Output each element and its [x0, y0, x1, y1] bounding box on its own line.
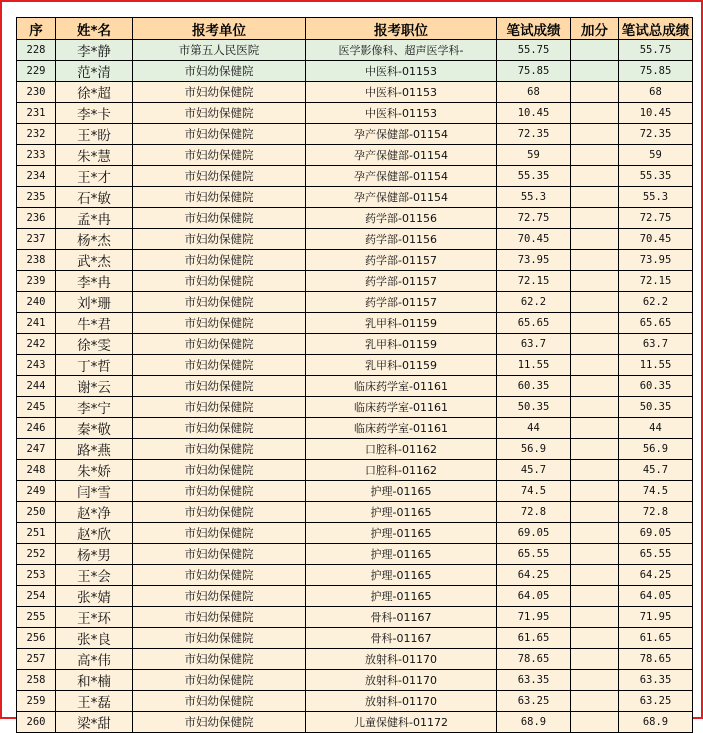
cell-bonus: [571, 292, 619, 313]
cell-position: 护理-01165: [306, 565, 497, 586]
cell-position: 中医科-01153: [306, 103, 497, 124]
table-row: [17, 670, 693, 691]
cell-name: 闫*雪: [56, 481, 133, 502]
cell-score: 74.5: [497, 481, 571, 502]
cell-no: 253: [17, 565, 56, 586]
table-row: [17, 502, 693, 523]
cell-bonus: [571, 229, 619, 250]
cell-score: 62.2: [497, 292, 571, 313]
cell-name: 李*冉: [56, 271, 133, 292]
table-row: [17, 691, 693, 712]
cell-name: 范*清: [56, 61, 133, 82]
cell-name: 武*杰: [56, 250, 133, 271]
cell-no: 244: [17, 376, 56, 397]
cell-name: 王*环: [56, 607, 133, 628]
cell-score: 63.7: [497, 334, 571, 355]
cell-total: 64.25: [619, 565, 693, 586]
table-row: [17, 292, 693, 313]
cell-score: 64.25: [497, 565, 571, 586]
cell-no: 249: [17, 481, 56, 502]
cell-no: 229: [17, 61, 56, 82]
table-row: [17, 208, 693, 229]
cell-position: 临床药学室-01161: [306, 376, 497, 397]
cell-total: 78.65: [619, 649, 693, 670]
cell-no: 255: [17, 607, 56, 628]
cell-position: 放射科-01170: [306, 691, 497, 712]
cell-name: 徐*超: [56, 82, 133, 103]
cell-name: 高*伟: [56, 649, 133, 670]
cell-no: 250: [17, 502, 56, 523]
table-row: [17, 334, 693, 355]
table-row: [17, 460, 693, 481]
cell-no: 259: [17, 691, 56, 712]
cell-unit: 市妇幼保健院: [133, 544, 306, 565]
cell-unit: 市妇幼保健院: [133, 61, 306, 82]
cell-bonus: [571, 250, 619, 271]
cell-no: 230: [17, 82, 56, 103]
cell-position: 护理-01165: [306, 481, 497, 502]
cell-no: 241: [17, 313, 56, 334]
cell-score: 68: [497, 82, 571, 103]
table-row: [17, 61, 693, 82]
cell-name: 徐*雯: [56, 334, 133, 355]
cell-no: 235: [17, 187, 56, 208]
cell-total: 56.9: [619, 439, 693, 460]
cell-unit: 市妇幼保健院: [133, 691, 306, 712]
cell-name: 秦*敬: [56, 418, 133, 439]
table-row: [17, 586, 693, 607]
cell-bonus: [571, 523, 619, 544]
cell-total: 72.75: [619, 208, 693, 229]
cell-unit: 市妇幼保健院: [133, 418, 306, 439]
cell-bonus: [571, 145, 619, 166]
cell-unit: 市妇幼保健院: [133, 229, 306, 250]
cell-total: 60.35: [619, 376, 693, 397]
cell-total: 64.05: [619, 586, 693, 607]
cell-unit: 市妇幼保健院: [133, 376, 306, 397]
cell-unit: 市妇幼保健院: [133, 271, 306, 292]
cell-no: 236: [17, 208, 56, 229]
table-row: [17, 607, 693, 628]
cell-total: 55.3: [619, 187, 693, 208]
cell-no: 232: [17, 124, 56, 145]
cell-unit: 市妇幼保健院: [133, 649, 306, 670]
cell-bonus: [571, 61, 619, 82]
cell-bonus: [571, 187, 619, 208]
table-row: [17, 166, 693, 187]
cell-score: 55.35: [497, 166, 571, 187]
cell-unit: 市妇幼保健院: [133, 250, 306, 271]
cell-position: 医学影像科、超声医学科-: [306, 40, 497, 61]
cell-no: 251: [17, 523, 56, 544]
table-row: [17, 712, 693, 733]
cell-score: 65.55: [497, 544, 571, 565]
cell-no: 234: [17, 166, 56, 187]
table-row: [17, 82, 693, 103]
cell-name: 张*婧: [56, 586, 133, 607]
cell-score: 64.05: [497, 586, 571, 607]
cell-total: 71.95: [619, 607, 693, 628]
cell-score: 69.05: [497, 523, 571, 544]
cell-name: 谢*云: [56, 376, 133, 397]
cell-unit: 市妇幼保健院: [133, 124, 306, 145]
cell-total: 72.15: [619, 271, 693, 292]
cell-unit: 市妇幼保健院: [133, 628, 306, 649]
cell-no: 242: [17, 334, 56, 355]
cell-unit: 市妇幼保健院: [133, 187, 306, 208]
cell-score: 78.65: [497, 649, 571, 670]
cell-no: 254: [17, 586, 56, 607]
cell-name: 梁*甜: [56, 712, 133, 733]
cell-position: 骨科-01167: [306, 628, 497, 649]
cell-score: 75.85: [497, 61, 571, 82]
cell-unit: 市妇幼保健院: [133, 103, 306, 124]
cell-name: 丁*哲: [56, 355, 133, 376]
cell-name: 赵*欣: [56, 523, 133, 544]
cell-bonus: [571, 565, 619, 586]
header-name: 姓*名: [56, 18, 133, 40]
cell-total: 65.65: [619, 313, 693, 334]
cell-position: 药学部-01157: [306, 271, 497, 292]
cell-no: 237: [17, 229, 56, 250]
cell-total: 63.35: [619, 670, 693, 691]
table-row: [17, 649, 693, 670]
cell-unit: 市妇幼保健院: [133, 166, 306, 187]
cell-unit: 市妇幼保健院: [133, 481, 306, 502]
cell-name: 牛*君: [56, 313, 133, 334]
cell-unit: 市妇幼保健院: [133, 712, 306, 733]
cell-name: 赵*净: [56, 502, 133, 523]
cell-bonus: [571, 460, 619, 481]
cell-position: 放射科-01170: [306, 649, 497, 670]
cell-unit: 市妇幼保健院: [133, 334, 306, 355]
cell-name: 孟*冉: [56, 208, 133, 229]
cell-position: 孕产保健部-01154: [306, 166, 497, 187]
header-unit: 报考单位: [133, 18, 306, 40]
table-row: [17, 355, 693, 376]
cell-position: 护理-01165: [306, 523, 497, 544]
cell-bonus: [571, 544, 619, 565]
cell-position: 临床药学室-01161: [306, 397, 497, 418]
cell-total: 68: [619, 82, 693, 103]
table-row: [17, 40, 693, 61]
cell-no: 256: [17, 628, 56, 649]
cell-position: 孕产保健部-01154: [306, 187, 497, 208]
cell-total: 45.7: [619, 460, 693, 481]
table-row: [17, 418, 693, 439]
cell-total: 69.05: [619, 523, 693, 544]
cell-unit: 市妇幼保健院: [133, 82, 306, 103]
cell-name: 王*会: [56, 565, 133, 586]
cell-bonus: [571, 481, 619, 502]
exam-score-table: [16, 17, 693, 733]
cell-position: 中医科-01153: [306, 82, 497, 103]
cell-unit: 市妇幼保健院: [133, 502, 306, 523]
cell-no: 246: [17, 418, 56, 439]
header-bonus: 加分: [571, 18, 619, 40]
cell-score: 55.75: [497, 40, 571, 61]
cell-total: 44: [619, 418, 693, 439]
cell-position: 护理-01165: [306, 502, 497, 523]
cell-position: 孕产保健部-01154: [306, 124, 497, 145]
cell-position: 药学部-01157: [306, 250, 497, 271]
cell-position: 临床药学室-01161: [306, 418, 497, 439]
cell-score: 56.9: [497, 439, 571, 460]
cell-no: 228: [17, 40, 56, 61]
table-row: [17, 523, 693, 544]
table-header-row: [17, 18, 693, 40]
cell-bonus: [571, 166, 619, 187]
table-row: [17, 103, 693, 124]
cell-total: 73.95: [619, 250, 693, 271]
cell-position: 药学部-01157: [306, 292, 497, 313]
cell-no: 248: [17, 460, 56, 481]
cell-total: 55.35: [619, 166, 693, 187]
cell-total: 61.65: [619, 628, 693, 649]
cell-score: 63.35: [497, 670, 571, 691]
cell-name: 路*燕: [56, 439, 133, 460]
cell-score: 50.35: [497, 397, 571, 418]
table-row: [17, 145, 693, 166]
cell-score: 71.95: [497, 607, 571, 628]
cell-unit: 市妇幼保健院: [133, 292, 306, 313]
cell-unit: 市妇幼保健院: [133, 355, 306, 376]
cell-total: 59: [619, 145, 693, 166]
cell-position: 乳甲科-01159: [306, 313, 497, 334]
table-row: [17, 229, 693, 250]
cell-total: 75.85: [619, 61, 693, 82]
cell-score: 70.45: [497, 229, 571, 250]
cell-score: 10.45: [497, 103, 571, 124]
table-row: [17, 439, 693, 460]
cell-bonus: [571, 334, 619, 355]
cell-bonus: [571, 355, 619, 376]
cell-bonus: [571, 40, 619, 61]
cell-score: 72.75: [497, 208, 571, 229]
cell-bonus: [571, 439, 619, 460]
cell-name: 杨*杰: [56, 229, 133, 250]
cell-no: 231: [17, 103, 56, 124]
cell-unit: 市妇幼保健院: [133, 565, 306, 586]
header-position: 报考职位: [306, 18, 497, 40]
table-row: [17, 313, 693, 334]
cell-bonus: [571, 397, 619, 418]
cell-position: 乳甲科-01159: [306, 334, 497, 355]
cell-bonus: [571, 649, 619, 670]
cell-total: 62.2: [619, 292, 693, 313]
cell-score: 59: [497, 145, 571, 166]
cell-name: 张*良: [56, 628, 133, 649]
cell-no: 260: [17, 712, 56, 733]
table-row: [17, 544, 693, 565]
cell-total: 70.45: [619, 229, 693, 250]
cell-name: 刘*珊: [56, 292, 133, 313]
cell-name: 李*卡: [56, 103, 133, 124]
cell-unit: 市妇幼保健院: [133, 607, 306, 628]
cell-no: 240: [17, 292, 56, 313]
cell-unit: 市妇幼保健院: [133, 460, 306, 481]
cell-unit: 市第五人民医院: [133, 40, 306, 61]
cell-bonus: [571, 712, 619, 733]
cell-unit: 市妇幼保健院: [133, 208, 306, 229]
table-row: [17, 250, 693, 271]
cell-name: 李*宁: [56, 397, 133, 418]
cell-score: 63.25: [497, 691, 571, 712]
table-row: [17, 124, 693, 145]
cell-score: 61.65: [497, 628, 571, 649]
cell-score: 11.55: [497, 355, 571, 376]
cell-total: 72.35: [619, 124, 693, 145]
cell-score: 60.35: [497, 376, 571, 397]
cell-name: 杨*男: [56, 544, 133, 565]
cell-score: 45.7: [497, 460, 571, 481]
cell-score: 65.65: [497, 313, 571, 334]
cell-total: 68.9: [619, 712, 693, 733]
cell-name: 王*磊: [56, 691, 133, 712]
cell-score: 73.95: [497, 250, 571, 271]
table-row: [17, 187, 693, 208]
cell-name: 王*才: [56, 166, 133, 187]
cell-position: 药学部-01156: [306, 208, 497, 229]
header-no: 序: [17, 18, 56, 40]
cell-total: 11.55: [619, 355, 693, 376]
header-total: 笔试总成绩: [619, 18, 693, 40]
cell-bonus: [571, 376, 619, 397]
cell-no: 239: [17, 271, 56, 292]
header-score: 笔试成绩: [497, 18, 571, 40]
cell-position: 药学部-01156: [306, 229, 497, 250]
cell-total: 50.35: [619, 397, 693, 418]
cell-bonus: [571, 502, 619, 523]
cell-unit: 市妇幼保健院: [133, 313, 306, 334]
cell-position: 护理-01165: [306, 586, 497, 607]
cell-bonus: [571, 208, 619, 229]
cell-no: 252: [17, 544, 56, 565]
cell-unit: 市妇幼保健院: [133, 145, 306, 166]
table-row: [17, 397, 693, 418]
cell-bonus: [571, 313, 619, 334]
cell-no: 257: [17, 649, 56, 670]
cell-bonus: [571, 271, 619, 292]
cell-no: 247: [17, 439, 56, 460]
cell-position: 儿童保健科-01172: [306, 712, 497, 733]
cell-score: 72.8: [497, 502, 571, 523]
table-row: [17, 481, 693, 502]
cell-unit: 市妇幼保健院: [133, 439, 306, 460]
cell-name: 石*敏: [56, 187, 133, 208]
cell-no: 243: [17, 355, 56, 376]
cell-total: 65.55: [619, 544, 693, 565]
cell-score: 44: [497, 418, 571, 439]
cell-bonus: [571, 670, 619, 691]
cell-unit: 市妇幼保健院: [133, 586, 306, 607]
cell-name: 王*盼: [56, 124, 133, 145]
table-row: [17, 271, 693, 292]
cell-no: 238: [17, 250, 56, 271]
cell-name: 朱*慧: [56, 145, 133, 166]
cell-score: 72.15: [497, 271, 571, 292]
cell-position: 口腔科-01162: [306, 439, 497, 460]
cell-unit: 市妇幼保健院: [133, 670, 306, 691]
cell-no: 233: [17, 145, 56, 166]
cell-unit: 市妇幼保健院: [133, 523, 306, 544]
cell-no: 258: [17, 670, 56, 691]
cell-total: 74.5: [619, 481, 693, 502]
cell-bonus: [571, 586, 619, 607]
cell-bonus: [571, 691, 619, 712]
cell-bonus: [571, 82, 619, 103]
table-row: [17, 565, 693, 586]
cell-total: 10.45: [619, 103, 693, 124]
table-row: [17, 628, 693, 649]
cell-position: 中医科-01153: [306, 61, 497, 82]
cell-score: 68.9: [497, 712, 571, 733]
cell-bonus: [571, 607, 619, 628]
cell-position: 孕产保健部-01154: [306, 145, 497, 166]
cell-total: 72.8: [619, 502, 693, 523]
cell-name: 李*静: [56, 40, 133, 61]
cell-score: 72.35: [497, 124, 571, 145]
cell-position: 放射科-01170: [306, 670, 497, 691]
table-row: [17, 376, 693, 397]
cell-position: 口腔科-01162: [306, 460, 497, 481]
cell-bonus: [571, 103, 619, 124]
cell-bonus: [571, 628, 619, 649]
cell-total: 63.7: [619, 334, 693, 355]
cell-total: 63.25: [619, 691, 693, 712]
cell-bonus: [571, 418, 619, 439]
cell-name: 朱*娇: [56, 460, 133, 481]
cell-bonus: [571, 124, 619, 145]
cell-unit: 市妇幼保健院: [133, 397, 306, 418]
cell-score: 55.3: [497, 187, 571, 208]
cell-position: 骨科-01167: [306, 607, 497, 628]
cell-total: 55.75: [619, 40, 693, 61]
cell-no: 245: [17, 397, 56, 418]
cell-name: 和*楠: [56, 670, 133, 691]
cell-position: 乳甲科-01159: [306, 355, 497, 376]
cell-position: 护理-01165: [306, 544, 497, 565]
